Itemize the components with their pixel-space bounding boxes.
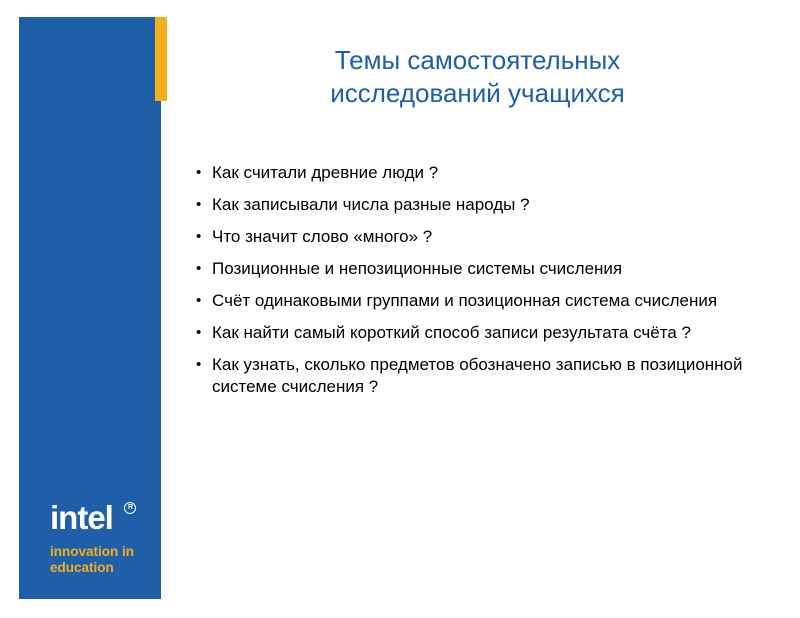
list-item-text: Как найти самый короткий способ записи результата счёта ?: [212, 323, 691, 342]
bullet-icon: •: [196, 356, 202, 373]
intel-wordmark: [50, 500, 150, 536]
intel-logo: [50, 500, 150, 576]
intel-wordmark-text: intel: [50, 499, 113, 536]
list-item: [190, 354, 760, 398]
bullet-icon: •: [196, 324, 202, 341]
slide-title-line-2: исследований учащихся: [330, 78, 625, 108]
list-item-text: Как записывали числа разные народы ?: [212, 195, 530, 214]
bullet-icon: •: [196, 260, 202, 277]
list-item: [190, 226, 760, 248]
bullet-icon: •: [196, 228, 202, 245]
list-item-text: Как считали древние люди ?: [212, 163, 439, 182]
logo-tagline-line-2: education: [50, 560, 114, 575]
bullet-icon: •: [196, 164, 202, 181]
registered-mark: R: [124, 502, 136, 514]
bullet-icon: •: [196, 196, 202, 213]
list-item-text: Счёт одинаковыми группами и позиционная система счисления: [212, 291, 718, 310]
list-item: [190, 290, 760, 312]
slide-title: [200, 44, 755, 110]
list-item-text: Как узнать, сколько предметов обозначено записью в позиционной системе счисления ?: [212, 355, 743, 396]
logo-tagline: [50, 544, 150, 576]
list-item: [190, 194, 760, 216]
list-item: [190, 258, 760, 280]
accent-bar: [155, 17, 167, 101]
logo-tagline-line-1: innovation in: [50, 544, 134, 559]
bullet-list: [190, 162, 760, 408]
list-item-text: Позиционные и непозиционные системы счисления: [212, 259, 623, 278]
list-item: [190, 162, 760, 184]
bullet-icon: •: [196, 292, 202, 309]
list-item-text: Что значит слово «много» ?: [212, 227, 433, 246]
list-item: [190, 322, 760, 344]
slide-title-line-1: Темы самостоятельных: [334, 45, 621, 75]
